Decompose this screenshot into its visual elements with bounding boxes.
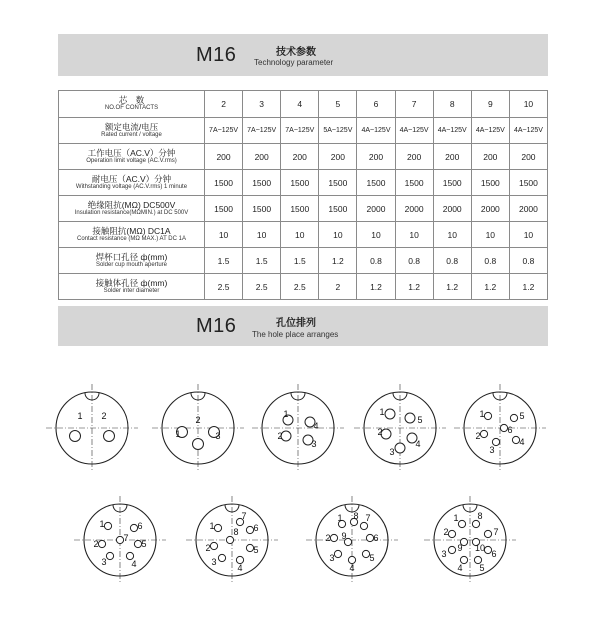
pin-number: 4 bbox=[131, 559, 137, 569]
pin-number: 3 bbox=[329, 553, 335, 563]
table-cell: 7A~125V bbox=[281, 118, 319, 144]
pin-number: 3 bbox=[311, 439, 317, 449]
table-cell: 200 bbox=[319, 144, 357, 170]
row-label-zh: 绝缘阻抗(MΩ) DC500V bbox=[87, 199, 176, 210]
contact-hole bbox=[104, 522, 111, 529]
pin-number: 7 bbox=[123, 533, 129, 543]
hole-arrangement-diagrams bbox=[0, 360, 608, 634]
table-cell: 2.5 bbox=[205, 274, 243, 300]
table-cell: 200 bbox=[395, 144, 433, 170]
section-title-2-en: The hole place arranges bbox=[252, 330, 339, 339]
pin-number: 6 bbox=[373, 533, 379, 543]
table-cell: 0.8 bbox=[509, 248, 547, 274]
pin-number: 2 bbox=[205, 543, 211, 553]
table-cell: 0.8 bbox=[395, 248, 433, 274]
connector-diagram-4 bbox=[252, 384, 344, 472]
table-cell: 2000 bbox=[357, 196, 395, 222]
table-cell: 2 bbox=[205, 91, 243, 118]
contact-hole bbox=[330, 534, 337, 541]
contact-hole bbox=[484, 530, 491, 537]
table-cell: 1500 bbox=[205, 170, 243, 196]
row-label-zh: 芯 数 bbox=[118, 95, 145, 106]
row-label-en: Operation limit voltage (AC.V.rms) bbox=[86, 157, 177, 164]
table-cell: 1.2 bbox=[395, 274, 433, 300]
table-cell: 2000 bbox=[433, 196, 471, 222]
table-cell: 1500 bbox=[471, 170, 509, 196]
row-label bbox=[59, 248, 205, 274]
pin-number: 5 bbox=[253, 545, 259, 555]
pin-number: 7 bbox=[493, 527, 499, 537]
contact-hole bbox=[193, 439, 204, 450]
contact-hole bbox=[360, 522, 367, 529]
row-label-zh: 额定电流/电压 bbox=[104, 121, 159, 132]
pin-number: 5 bbox=[417, 415, 423, 425]
table-cell: 4 bbox=[281, 91, 319, 118]
pin-number: 7 bbox=[241, 511, 247, 521]
pin-number: 9 bbox=[341, 531, 347, 541]
connector-diagram-5 bbox=[354, 384, 446, 472]
table-row bbox=[59, 274, 548, 300]
table-cell: 10 bbox=[471, 222, 509, 248]
connector-diagram-3 bbox=[152, 384, 244, 472]
contact-hole bbox=[385, 409, 395, 419]
connector-diagram-2 bbox=[46, 384, 138, 472]
row-label-zh: 工作电压（AC.V）分钟 bbox=[87, 147, 176, 158]
pin-number: 3 bbox=[389, 447, 395, 457]
row-label bbox=[59, 196, 205, 222]
connector-diagram-9 bbox=[306, 496, 398, 584]
table-cell: 1500 bbox=[433, 170, 471, 196]
connector-diagram-6 bbox=[454, 384, 546, 472]
pin-number: 4 bbox=[237, 563, 243, 573]
row-label bbox=[59, 118, 205, 144]
table-cell: 5A~125V bbox=[319, 118, 357, 144]
pin-number: 6 bbox=[507, 425, 513, 435]
pin-number: 8 bbox=[233, 527, 239, 537]
pin-number: 1 bbox=[337, 513, 343, 523]
connector-diagram-7 bbox=[74, 496, 166, 584]
table-cell: 10 bbox=[433, 222, 471, 248]
table-cell: 4A~125V bbox=[471, 118, 509, 144]
table-cell: 2000 bbox=[509, 196, 547, 222]
table-cell: 200 bbox=[205, 144, 243, 170]
row-label bbox=[59, 91, 205, 118]
pin-number: 3 bbox=[211, 557, 217, 567]
table-cell: 200 bbox=[281, 144, 319, 170]
table-cell: 1500 bbox=[281, 196, 319, 222]
table-cell: 5 bbox=[319, 91, 357, 118]
pin-number: 3 bbox=[489, 445, 495, 455]
table-cell: 4A~125V bbox=[357, 118, 395, 144]
pin-number: 7 bbox=[365, 513, 371, 523]
pin-number: 6 bbox=[137, 521, 143, 531]
table-cell: 4A~125V bbox=[509, 118, 547, 144]
pin-number: 4 bbox=[415, 439, 421, 449]
row-label-en: Contact resistance (MΩ MAX.) AT DC 1A bbox=[77, 235, 186, 242]
contact-hole bbox=[405, 413, 415, 423]
table-cell: 10 bbox=[281, 222, 319, 248]
table-row bbox=[59, 170, 548, 196]
section-title-zh: 技术参数 bbox=[276, 47, 316, 58]
table-cell: 1500 bbox=[319, 170, 357, 196]
table-cell: 2.5 bbox=[281, 274, 319, 300]
contact-hole bbox=[484, 412, 491, 419]
contact-hole bbox=[448, 530, 455, 537]
contact-hole bbox=[458, 520, 465, 527]
pin-number: 1 bbox=[77, 411, 83, 421]
section-title-2-zh: 孔位排列 bbox=[276, 318, 316, 329]
table-row bbox=[59, 248, 548, 274]
table-cell: 1.5 bbox=[243, 248, 281, 274]
table-cell: 200 bbox=[357, 144, 395, 170]
table-cell: 1.2 bbox=[319, 248, 357, 274]
row-label-en: Insulation resistance(MΩMIN.) at DC 500V bbox=[74, 209, 189, 216]
table-cell: 3 bbox=[243, 91, 281, 118]
table-cell: 1.2 bbox=[357, 274, 395, 300]
pin-number: 5 bbox=[369, 553, 375, 563]
table-cell: 200 bbox=[509, 144, 547, 170]
row-label-en: Solder inter diameter bbox=[103, 287, 160, 294]
contact-hole bbox=[510, 414, 517, 421]
row-label bbox=[59, 170, 205, 196]
table-cell: 1.2 bbox=[471, 274, 509, 300]
table-cell: 4A~125V bbox=[433, 118, 471, 144]
table-cell: 8 bbox=[433, 91, 471, 118]
table-cell: 7A~125V bbox=[205, 118, 243, 144]
table-cell: 2.5 bbox=[243, 274, 281, 300]
pin-number: 2 bbox=[325, 533, 331, 543]
table-cell: 2000 bbox=[471, 196, 509, 222]
table-cell: 10 bbox=[205, 222, 243, 248]
table-cell: 1.5 bbox=[281, 248, 319, 274]
table-cell: 9 bbox=[471, 91, 509, 118]
contact-hole bbox=[472, 520, 479, 527]
table-cell: 1500 bbox=[509, 170, 547, 196]
table-cell: 7 bbox=[395, 91, 433, 118]
row-label-zh: 焊杯口孔径 ф(mm) bbox=[95, 251, 168, 262]
table-cell: 6 bbox=[357, 91, 395, 118]
table-cell: 200 bbox=[433, 144, 471, 170]
pin-number: 5 bbox=[519, 411, 525, 421]
pin-number: 10 bbox=[474, 543, 486, 553]
pin-number: 5 bbox=[479, 563, 485, 573]
contact-hole bbox=[226, 536, 233, 543]
connector-diagram-10 bbox=[424, 496, 516, 584]
parameter-table bbox=[58, 90, 548, 300]
contact-hole bbox=[210, 542, 217, 549]
table-row bbox=[59, 222, 548, 248]
pin-number: 6 bbox=[253, 523, 259, 533]
pin-number: 2 bbox=[277, 431, 283, 441]
pin-number: 1 bbox=[283, 409, 289, 419]
table-cell: 7A~125V bbox=[243, 118, 281, 144]
connector-diagram-8 bbox=[186, 496, 278, 584]
model-title: M16 bbox=[196, 44, 237, 66]
contact-hole bbox=[334, 550, 341, 557]
table-cell: 1500 bbox=[319, 196, 357, 222]
table-cell: 0.8 bbox=[471, 248, 509, 274]
pin-number: 2 bbox=[377, 427, 383, 437]
pin-number: 1 bbox=[99, 519, 105, 529]
row-label-zh: 接触阻抗(MΩ) DC1A bbox=[92, 225, 171, 236]
row-label-en: Withstanding voltage (AC.V.rms) 1 minute bbox=[75, 183, 188, 190]
pin-number: 2 bbox=[195, 415, 201, 425]
row-label bbox=[59, 222, 205, 248]
pin-number: 8 bbox=[353, 511, 359, 521]
table-row bbox=[59, 144, 548, 170]
contact-hole bbox=[104, 431, 115, 442]
contact-hole bbox=[214, 524, 221, 531]
table-cell: 1500 bbox=[243, 196, 281, 222]
contact-hole bbox=[70, 431, 81, 442]
pin-number: 9 bbox=[457, 543, 463, 553]
pin-number: 1 bbox=[379, 407, 385, 417]
table-cell: 4A~125V bbox=[395, 118, 433, 144]
pin-number: 6 bbox=[491, 549, 497, 559]
table-row bbox=[59, 196, 548, 222]
row-label bbox=[59, 274, 205, 300]
pin-number: 4 bbox=[313, 421, 319, 431]
pin-number: 1 bbox=[453, 513, 459, 523]
table-cell: 200 bbox=[243, 144, 281, 170]
table-cell: 10 bbox=[319, 222, 357, 248]
contact-hole bbox=[395, 443, 405, 453]
pin-number: 4 bbox=[519, 437, 525, 447]
table-cell: 1.2 bbox=[509, 274, 547, 300]
pin-number: 4 bbox=[457, 563, 463, 573]
table-cell: 1500 bbox=[357, 170, 395, 196]
row-label-en: NO.OF CONTACTS bbox=[104, 105, 159, 112]
contact-hole bbox=[106, 552, 113, 559]
table-header-row bbox=[59, 91, 548, 118]
model-title-2: M16 bbox=[196, 315, 237, 337]
pin-number: 4 bbox=[349, 563, 355, 573]
table-cell: 10 bbox=[357, 222, 395, 248]
row-label-en: Rated current / voltage bbox=[101, 131, 162, 138]
table-cell: 2 bbox=[319, 274, 357, 300]
row-label-zh: 接触体孔径 ф(mm) bbox=[95, 277, 168, 288]
table-row bbox=[59, 118, 548, 144]
contact-hole bbox=[218, 554, 225, 561]
table-cell: 1500 bbox=[395, 170, 433, 196]
table-cell: 200 bbox=[471, 144, 509, 170]
section-title-en: Technology parameter bbox=[254, 58, 334, 67]
pin-number: 5 bbox=[141, 539, 147, 549]
pin-number: 1 bbox=[209, 521, 215, 531]
contact-hole bbox=[480, 430, 487, 437]
pin-number: 3 bbox=[441, 549, 447, 559]
pin-number: 2 bbox=[443, 527, 449, 537]
table-cell: 1500 bbox=[281, 170, 319, 196]
pin-number: 2 bbox=[475, 431, 481, 441]
pin-number: 1 bbox=[479, 409, 485, 419]
pin-number: 1 bbox=[175, 429, 181, 439]
pin-number: 3 bbox=[215, 431, 221, 441]
pin-number: 3 bbox=[101, 557, 107, 567]
table-cell: 1.2 bbox=[433, 274, 471, 300]
pin-number: 2 bbox=[101, 411, 107, 421]
table-cell: 10 bbox=[243, 222, 281, 248]
row-label-en: Solder cup mouth aperture bbox=[95, 261, 168, 268]
row-label bbox=[59, 144, 205, 170]
table-cell: 10 bbox=[509, 222, 547, 248]
table-cell: 10 bbox=[509, 91, 547, 118]
table-cell: 1500 bbox=[205, 196, 243, 222]
table-cell: 10 bbox=[395, 222, 433, 248]
contact-hole bbox=[98, 540, 105, 547]
table-cell: 2000 bbox=[395, 196, 433, 222]
table-cell: 0.8 bbox=[357, 248, 395, 274]
table-cell: 0.8 bbox=[433, 248, 471, 274]
table-cell: 1.5 bbox=[205, 248, 243, 274]
pin-number: 8 bbox=[477, 511, 483, 521]
row-label-zh: 耐电压（AC.V）分钟 bbox=[91, 173, 172, 184]
contact-hole bbox=[448, 546, 455, 553]
pin-number: 2 bbox=[93, 539, 99, 549]
table-cell: 1500 bbox=[243, 170, 281, 196]
